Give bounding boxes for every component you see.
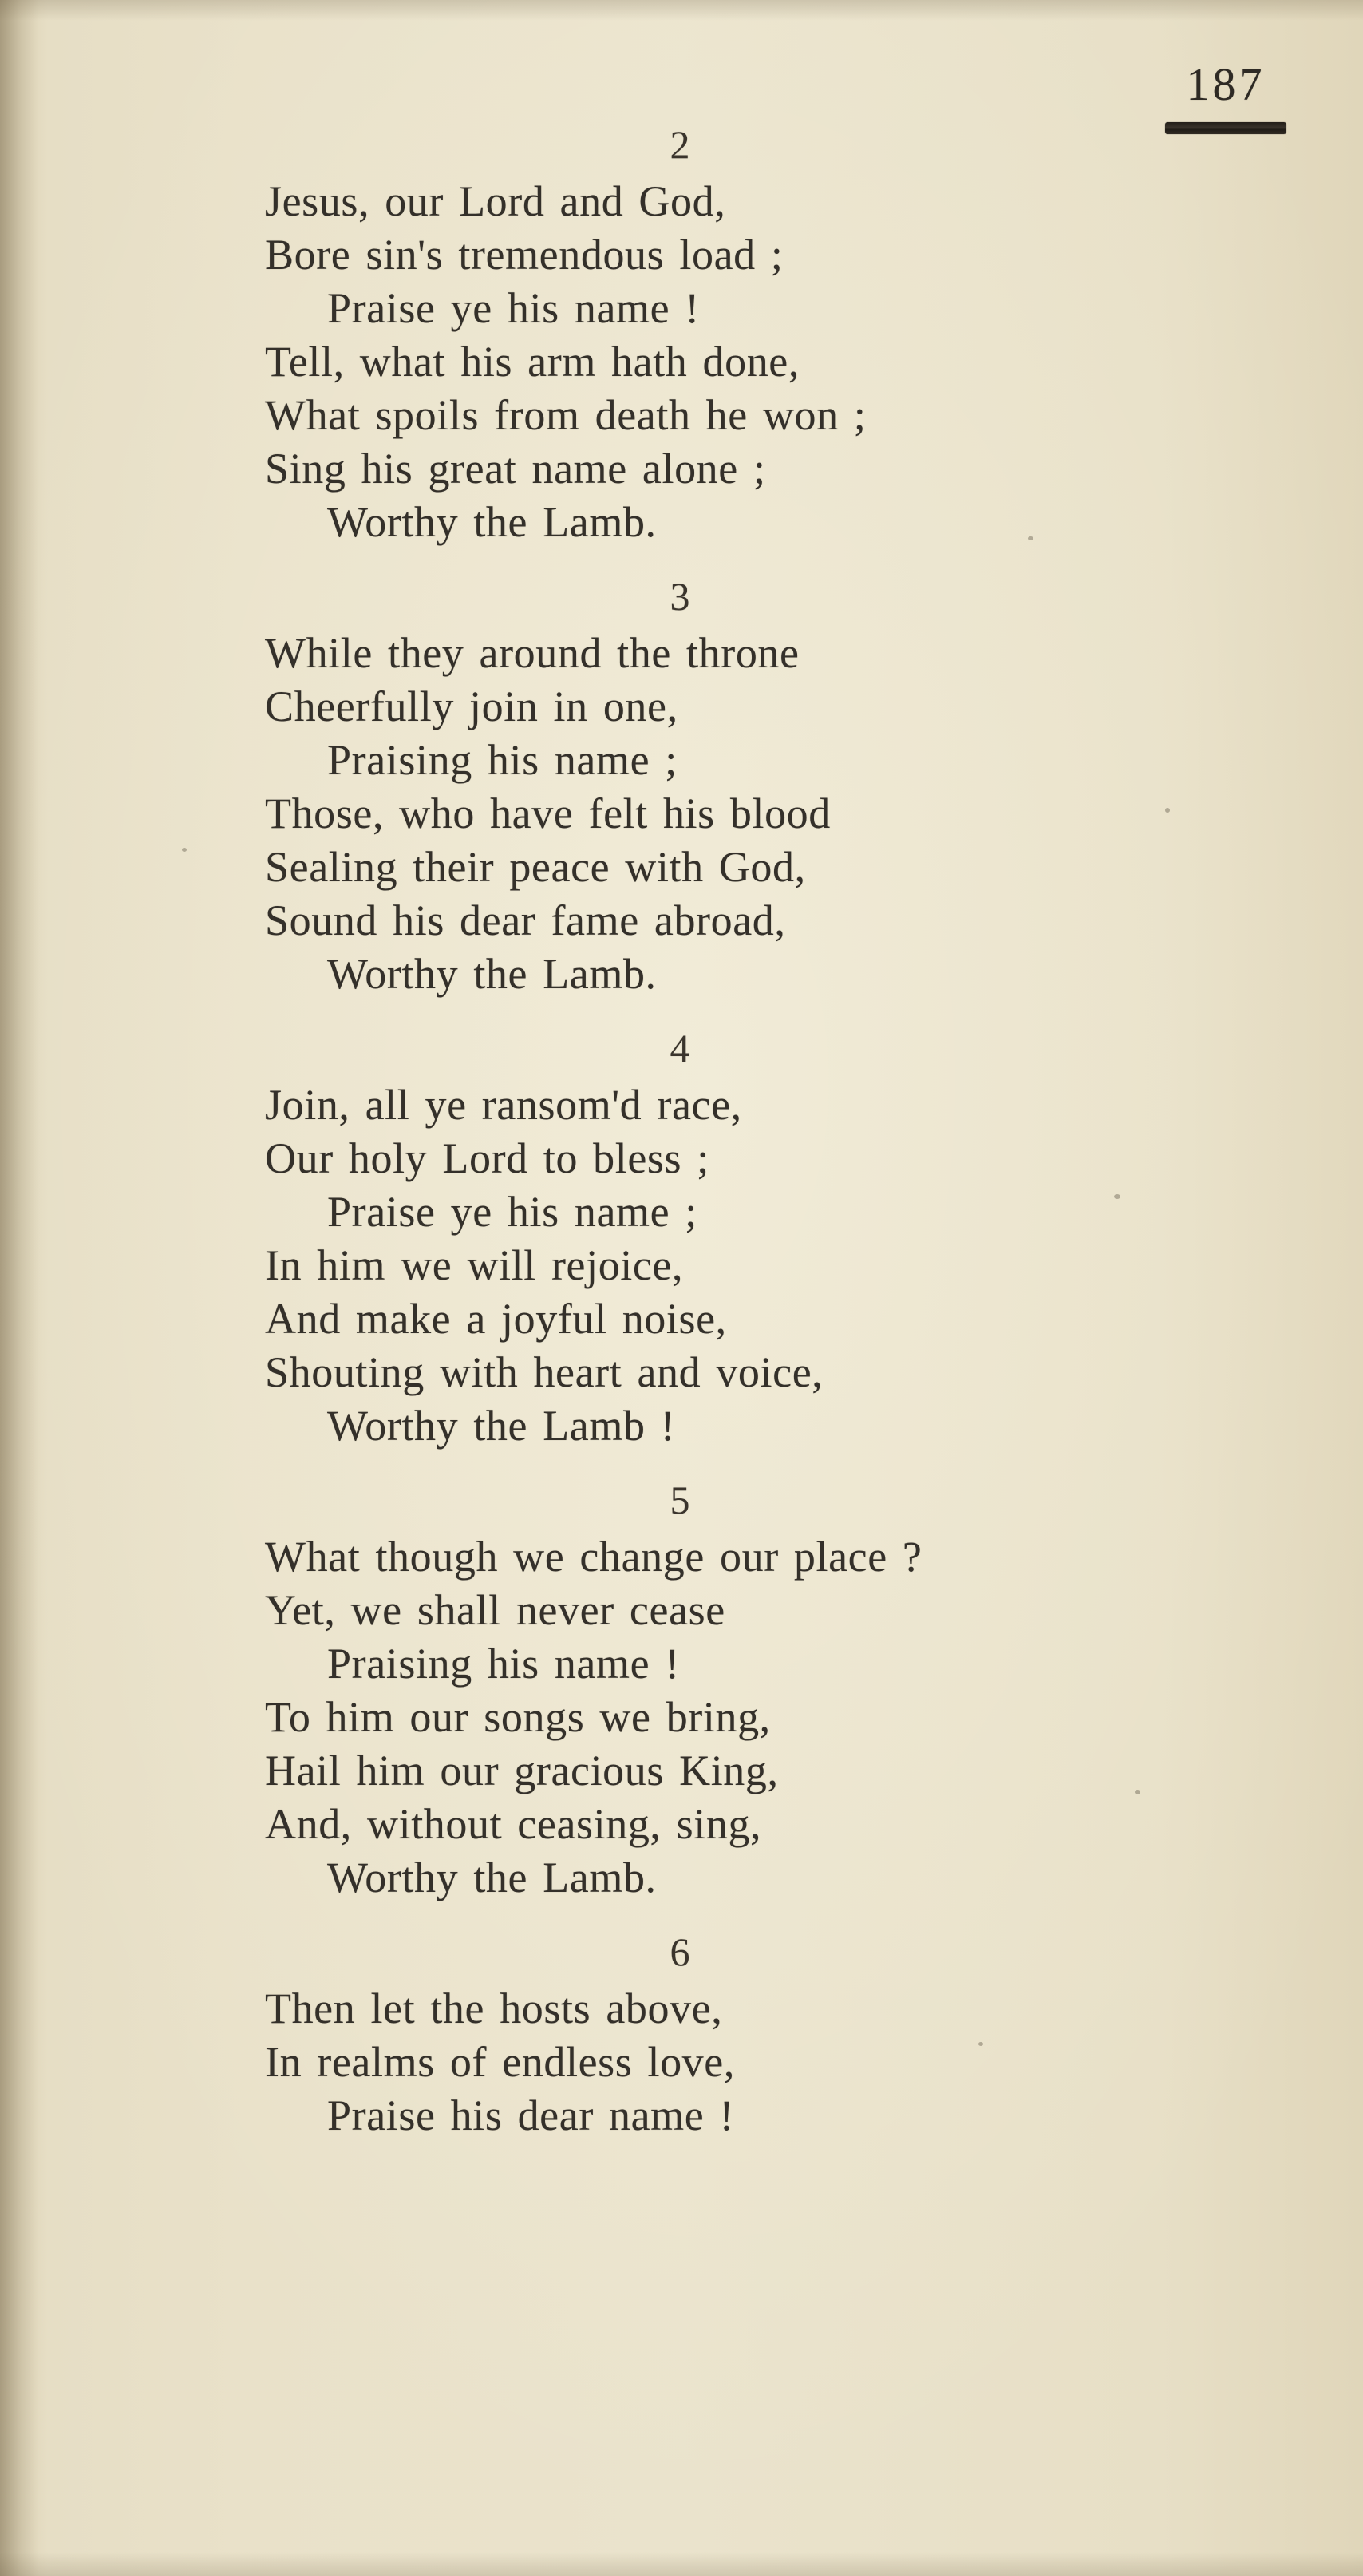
verse-line: Praise ye his name !: [327, 284, 700, 332]
verse-line: Worthy the Lamb.: [327, 1854, 657, 1901]
page-gutter-shadow: [0, 0, 38, 2576]
verse-line: Worthy the Lamb.: [327, 498, 657, 546]
verse-line: Yet, we shall never cease: [265, 1586, 725, 1634]
verse-line: And, without ceasing, sing,: [265, 1800, 762, 1848]
stanza-3: [265, 570, 1095, 1001]
verse-line: Then let the hosts above,: [265, 1984, 723, 2032]
verse-line: In realms of endless love,: [265, 2038, 735, 2086]
verse-line: While they around the throne: [265, 629, 800, 677]
verse-line: What spoils from death he won ;: [265, 391, 867, 439]
verse-line: To him our songs we bring,: [265, 1693, 771, 1741]
scan-speck: [182, 848, 187, 852]
stanza-number: 2: [670, 122, 690, 167]
verse-line: Bore sin's tremendous load ;: [265, 231, 784, 279]
stanza-number: 3: [670, 574, 690, 619]
verse-line: Sing his great name alone ;: [265, 445, 766, 493]
verse-line: And make a joyful noise,: [265, 1295, 727, 1343]
verse-line: Tell, what his arm hath done,: [265, 338, 800, 386]
stanza-5: [265, 1474, 1095, 1905]
page-header: [1165, 57, 1286, 134]
verse-line: Join, all ye ransom'd race,: [265, 1081, 742, 1129]
hymn-text-block: [265, 118, 1095, 2163]
page-number: 187: [1186, 58, 1266, 110]
verse-line: Cheerfully join in one,: [265, 683, 678, 730]
stanza-2: [265, 118, 1095, 549]
stanza-number: 6: [670, 1929, 690, 1974]
verse-line: Worthy the Lamb.: [327, 950, 657, 998]
stanza-6: [265, 1925, 1095, 2143]
verse-line: Jesus, our Lord and God,: [265, 177, 726, 225]
scan-speck: [1135, 1790, 1140, 1794]
scan-speck: [1165, 808, 1170, 813]
verse-line: Praising his name !: [327, 1640, 680, 1688]
stanza-number: 5: [670, 1478, 690, 1522]
scan-speck: [1114, 1194, 1120, 1199]
verse-line: Sound his dear fame abroad,: [265, 896, 786, 944]
page-edge-shadow-top: [0, 0, 1363, 21]
page-number-rule: [1165, 122, 1286, 134]
verse-line: Worthy the Lamb !: [327, 1402, 676, 1450]
verse-line: In him we will rejoice,: [265, 1241, 684, 1289]
page-edge-shadow-bottom: [0, 2552, 1363, 2576]
stanza-number: 4: [670, 1026, 690, 1070]
verse-line: Hail him our gracious King,: [265, 1747, 779, 1794]
verse-line: Praise ye his name ;: [327, 1188, 697, 1236]
verse-line: Those, who have felt his blood: [265, 789, 831, 837]
verse-line: Praise his dear name !: [327, 2091, 735, 2139]
verse-line: Praising his name ;: [327, 736, 678, 784]
verse-line: Our holy Lord to bless ;: [265, 1134, 709, 1182]
verse-line: Shouting with heart and voice,: [265, 1348, 824, 1396]
verse-line: What though we change our place ?: [265, 1533, 922, 1581]
stanza-4: [265, 1022, 1095, 1453]
verse-line: Sealing their peace with God,: [265, 843, 806, 891]
